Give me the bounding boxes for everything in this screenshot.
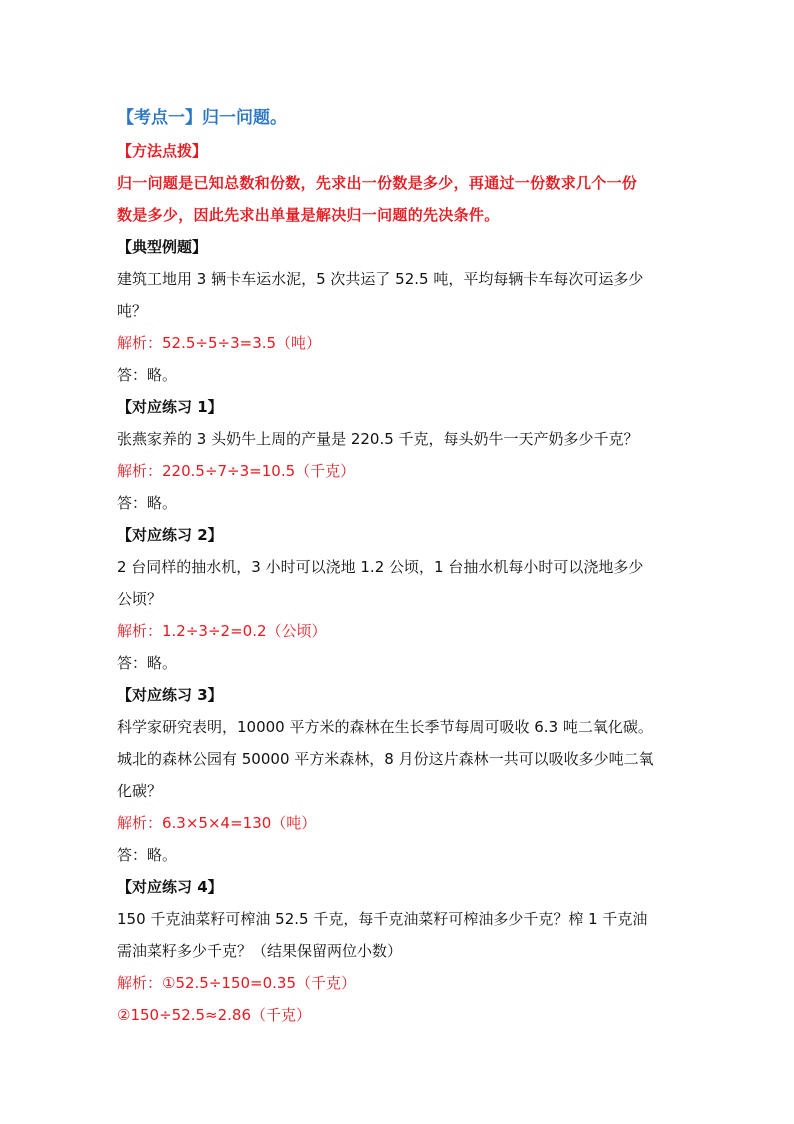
practice4-answer-line-1: 解析：①52.5÷150=0.35（千克） (117, 974, 357, 992)
practice2-heading: 【对应练习 2】 (117, 526, 223, 544)
practice3-question-line-1: 科学家研究表明，10000 平方米的森林在生长季节每周可吸收 6.3 吨二氧化碳。 (117, 718, 653, 736)
practice4-question-line-2: 需油菜籽多少千克？（结果保留两位小数） (117, 942, 403, 960)
example-question-line-1: 建筑工地用 3 辆卡车运水泥，5 次共运了 52.5 吨，平均每辆卡车每次可运多少 (117, 270, 644, 288)
practice2-answer: 解析：1.2÷3÷2=0.2（公顷） (117, 622, 327, 640)
section-title: 【考点一】归一问题。 (117, 108, 287, 128)
practice3-question-line-2: 城北的森林公园有 50000 平方米森林，8 月份这片森林一共可以吸收多少吨二氧 (117, 750, 654, 768)
practice2-question-line-1: 2 台同样的抽水机，3 小时可以浇地 1.2 公顷，1 台抽水机每小时可以浇地多少 (117, 558, 644, 576)
practice1-heading: 【对应练习 1】 (117, 398, 223, 416)
practice4-heading: 【对应练习 4】 (117, 878, 223, 896)
document-page (117, 101, 697, 1031)
practice3-answer: 解析：6.3×5×4=130（吨） (117, 814, 317, 832)
practice1-reply: 答：略。 (117, 494, 178, 512)
method-line-1: 归一问题是已知总数和份数，先求出一份数是多少，再通过一份数求几个一份 (117, 174, 638, 192)
practice2-reply: 答：略。 (117, 654, 178, 672)
practice2-question-line-2: 公顷？ (117, 590, 163, 608)
method-heading: 【方法点拨】 (117, 142, 208, 160)
practice4-question-line-1: 150 千克油菜籽可榨油 52.5 千克，每千克油菜籽可榨油多少千克？榨 1 千克油 (117, 910, 648, 928)
method-line-2: 数是多少，因此先求出单量是解决归一问题的先决条件。 (117, 206, 500, 224)
practice1-answer: 解析：220.5÷7÷3=10.5（千克） (117, 462, 356, 480)
example-answer: 解析：52.5÷5÷3=3.5（吨） (117, 334, 322, 352)
practice3-question-line-3: 化碳？ (117, 782, 163, 800)
example-reply: 答：略。 (117, 366, 178, 384)
practice3-heading: 【对应练习 3】 (117, 686, 223, 704)
practice1-question-line-1: 张燕家养的 3 头奶牛上周的产量是 220.5 千克，每头奶牛一天产奶多少千克？ (117, 430, 639, 448)
practice4-answer-line-2: ②150÷52.5≈2.86（千克） (117, 1006, 312, 1024)
practice3-reply: 答：略。 (117, 846, 178, 864)
example-question-line-2: 吨？ (117, 302, 148, 320)
example-heading: 【典型例题】 (117, 238, 208, 256)
